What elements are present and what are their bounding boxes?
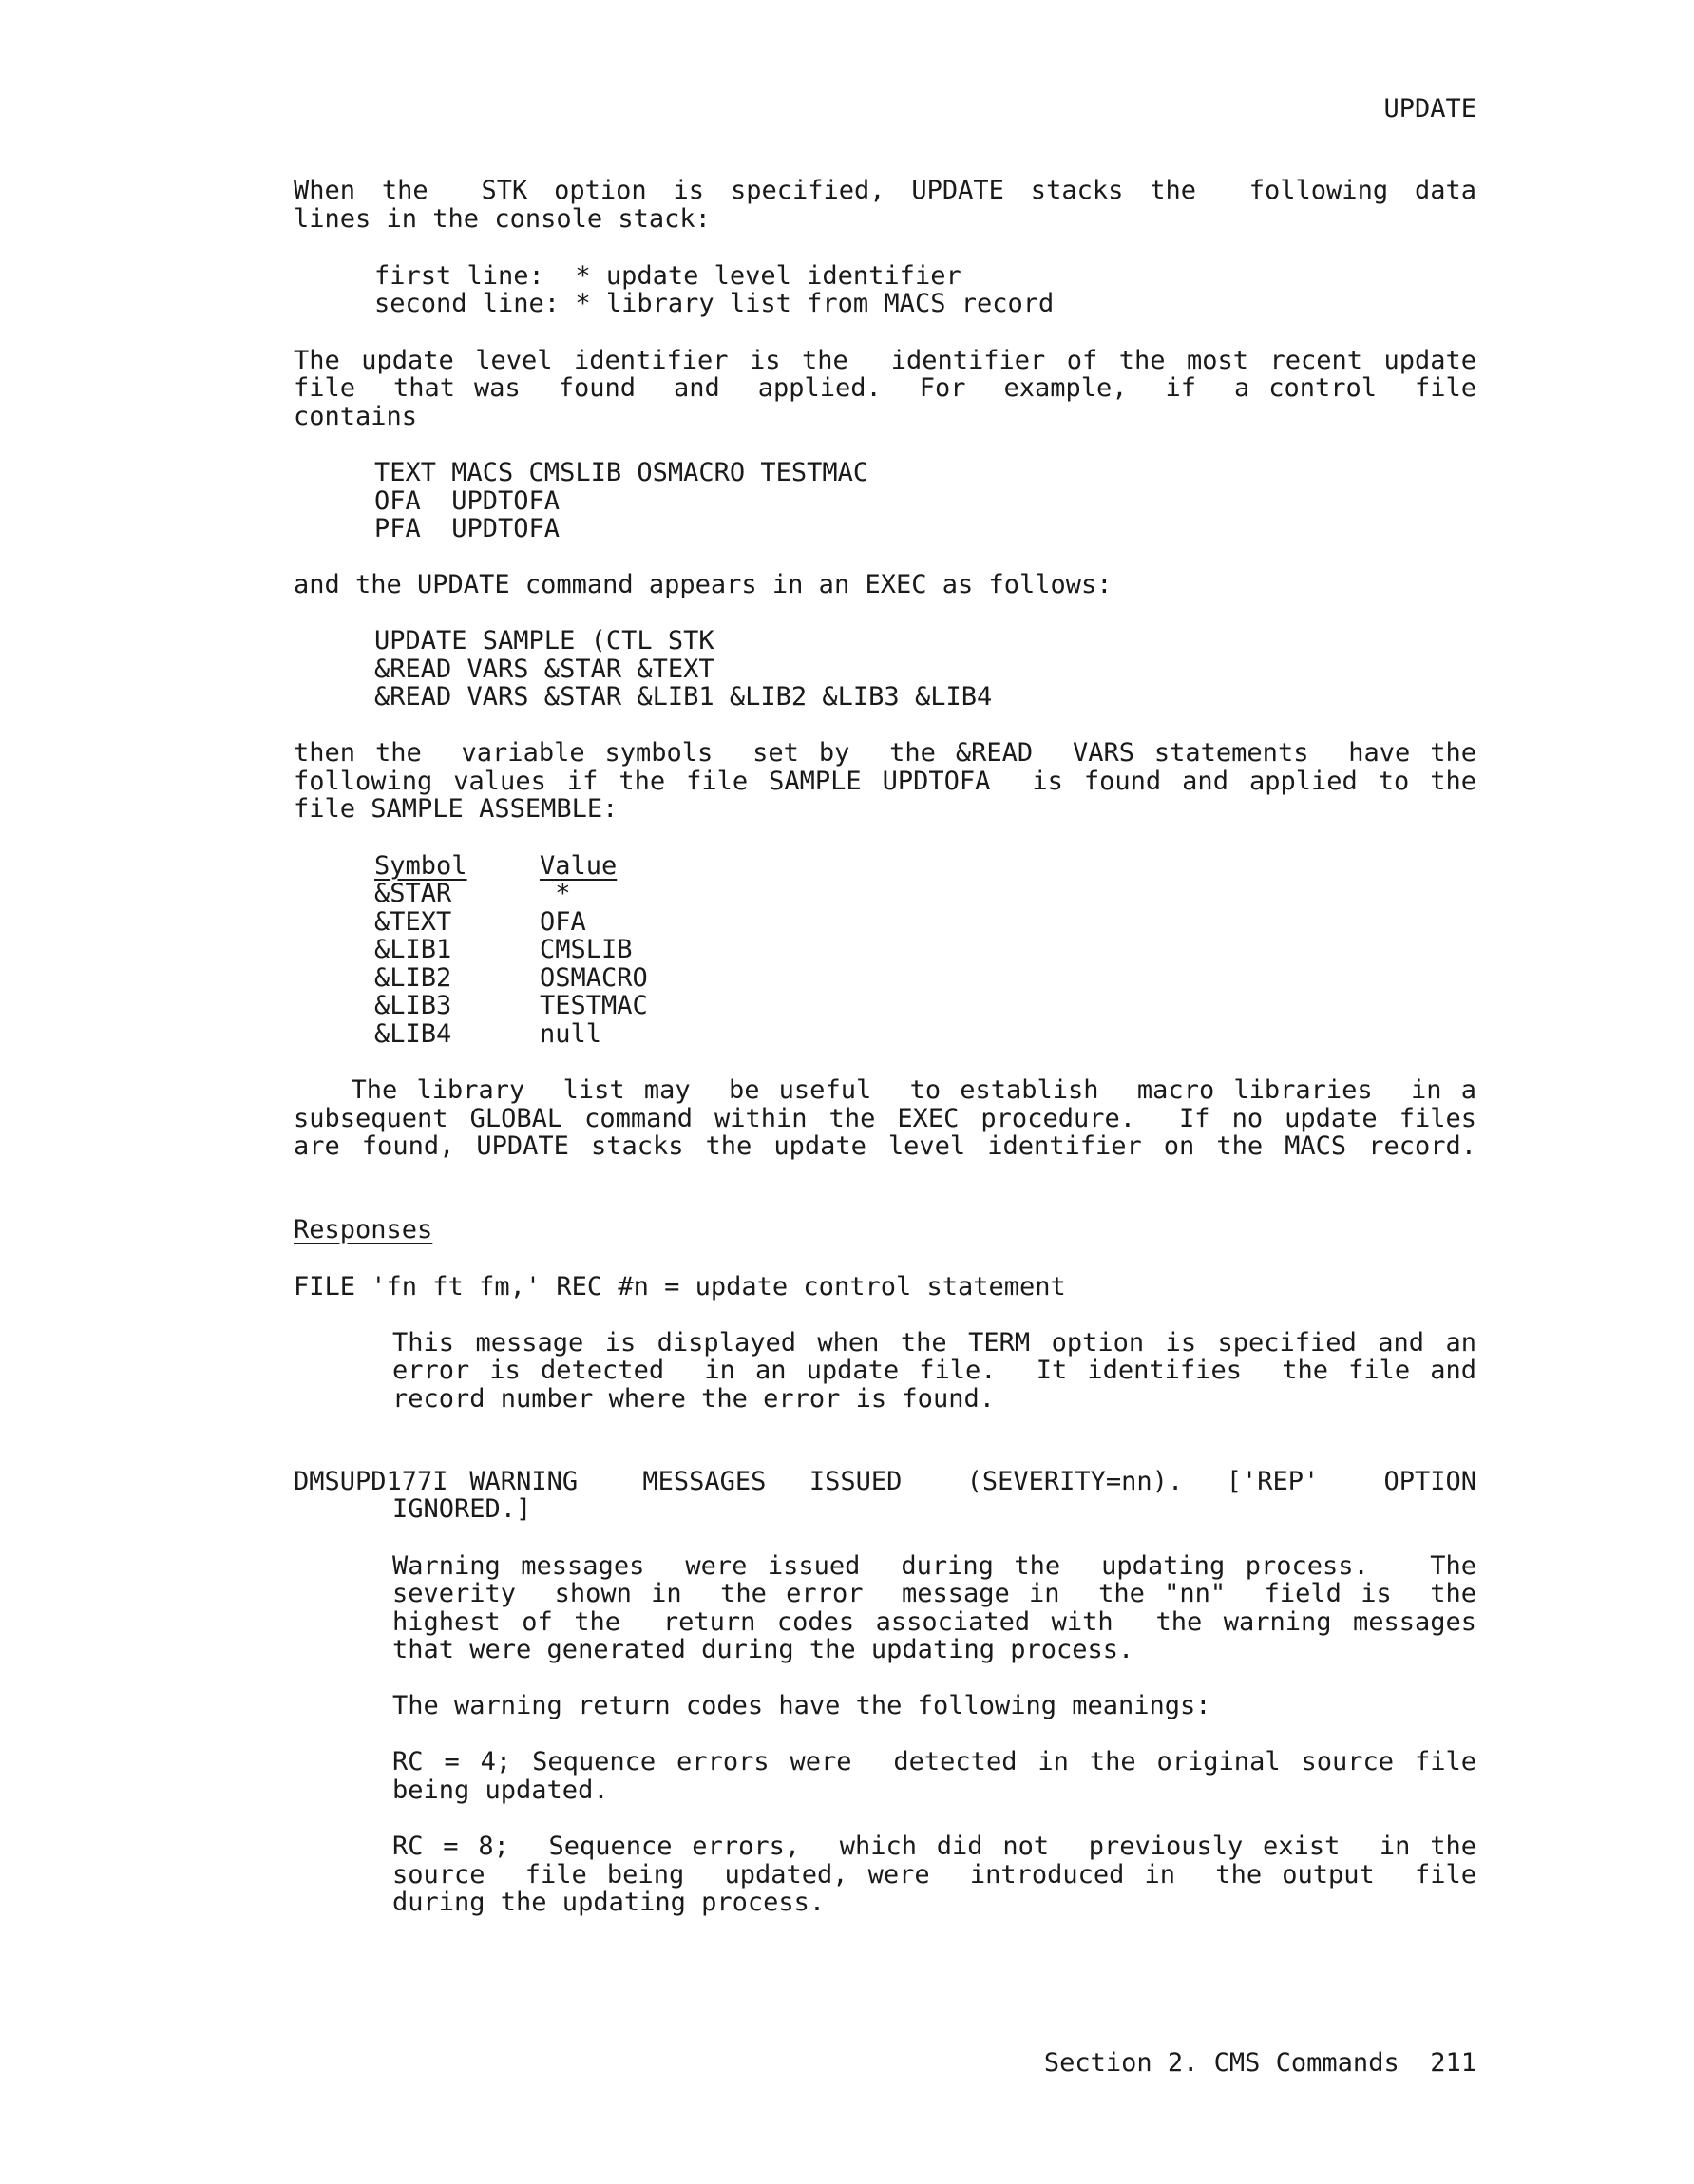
return-codes-intro: The warning return codes have the following meanings: [392, 1691, 1211, 1720]
response-description-line: highest of the return codes associated with the warning messages [392, 1607, 1476, 1637]
paragraph-line: file that was found and applied. For example, if a control file [294, 373, 1476, 403]
table-cell-symbol: &STAR [374, 879, 452, 908]
table-cell-value: null [540, 1019, 602, 1049]
paragraph-line: The update level identifier is the identifier of the most recent update [294, 346, 1476, 375]
page-footer [1044, 2049, 1476, 2078]
table-cell-symbol: &LIB3 [374, 991, 452, 1020]
page-number: 211 [1430, 2048, 1476, 2078]
paragraph-line: and the UPDATE command appears in an EXEC as follows: [294, 570, 1113, 599]
table-cell-symbol: &LIB4 [374, 1019, 452, 1049]
response-description-line: This message is displayed when the TERM option is specified and an [392, 1328, 1476, 1358]
return-code-line: RC = 4; Sequence errors were detected in the original source file [392, 1747, 1476, 1776]
response-description-line: severity shown in the error message in the "nn" field is the [392, 1579, 1476, 1608]
table-header-symbol: Symbol [374, 851, 467, 881]
paragraph-line: are found, UPDATE stacks the update level identifier on the MACS record. [294, 1131, 1476, 1161]
table-header-value: Value [540, 851, 618, 881]
response-message: FILE 'fn ft fm,' REC #n = update control statement [294, 1272, 1066, 1301]
response-message-continued: IGNORED.] [392, 1494, 532, 1524]
table-cell-value: CMSLIB [540, 935, 633, 964]
running-header: UPDATE [1383, 94, 1476, 123]
response-description-line: error is detected in an update file. It identifies the file and [392, 1356, 1476, 1385]
code-line: TEXT MACS CMSLIB OSMACRO TESTMAC [374, 458, 869, 487]
paragraph-line: file SAMPLE ASSEMBLE: [294, 794, 619, 824]
table-cell-symbol: &LIB1 [374, 935, 452, 964]
code-line: &READ VARS &STAR &LIB1 &LIB2 &LIB3 &LIB4 [374, 682, 993, 712]
code-line: UPDATE SAMPLE (CTL STK [374, 626, 714, 655]
paragraph-line: then the variable symbols set by the &READ VARS statements have the [294, 738, 1476, 768]
table-cell-value: OFA [540, 907, 586, 937]
return-code-line: during the updating process. [392, 1888, 826, 1917]
response-description-line: Warning messages were issued during the updating process. The [392, 1551, 1476, 1581]
code-line: OFA UPDTOFA [374, 486, 561, 516]
paragraph-line: The library list may be useful to establish macro libraries in a [294, 1075, 1476, 1105]
paragraph-line: following values if the file SAMPLE UPDTOFA is found and applied to the [294, 767, 1476, 796]
responses-heading: Responses [294, 1215, 433, 1244]
response-description-line: that were generated during the updating process. [392, 1635, 1134, 1664]
table-cell-symbol: &TEXT [374, 907, 452, 937]
paragraph-line: subsequent GLOBAL command within the EXEC procedure. If no update files [294, 1104, 1476, 1133]
response-description-line: record number where the error is found. [392, 1384, 995, 1414]
stack-line-first: first line: * update level identifier [374, 261, 961, 291]
code-line: PFA UPDTOFA [374, 514, 561, 543]
table-cell-value: * [540, 879, 571, 908]
stack-line-second: second line: * library list from MACS record [374, 289, 1055, 318]
response-message: DMSUPD177I WARNING MESSAGES ISSUED (SEVERITY=nn). ['REP' OPTION [294, 1467, 1476, 1496]
table-cell-symbol: &LIB2 [374, 963, 452, 993]
paragraph-line: contains [294, 402, 418, 431]
intro-line-1: When the STK option is specified, UPDATE stacks the following data [294, 176, 1476, 205]
intro-line-2: lines in the console stack: [294, 204, 711, 234]
table-cell-value: OSMACRO [540, 963, 648, 993]
return-code-line: RC = 8; Sequence errors, which did not previously exist in the [392, 1832, 1476, 1861]
footer-section-label: Section 2. CMS Commands [1043, 2048, 1399, 2078]
return-code-line: source file being updated, were introduced in the output file [392, 1860, 1476, 1890]
code-line: &READ VARS &STAR &TEXT [374, 655, 714, 684]
table-cell-value: TESTMAC [540, 991, 648, 1020]
return-code-line: being updated. [392, 1776, 609, 1805]
